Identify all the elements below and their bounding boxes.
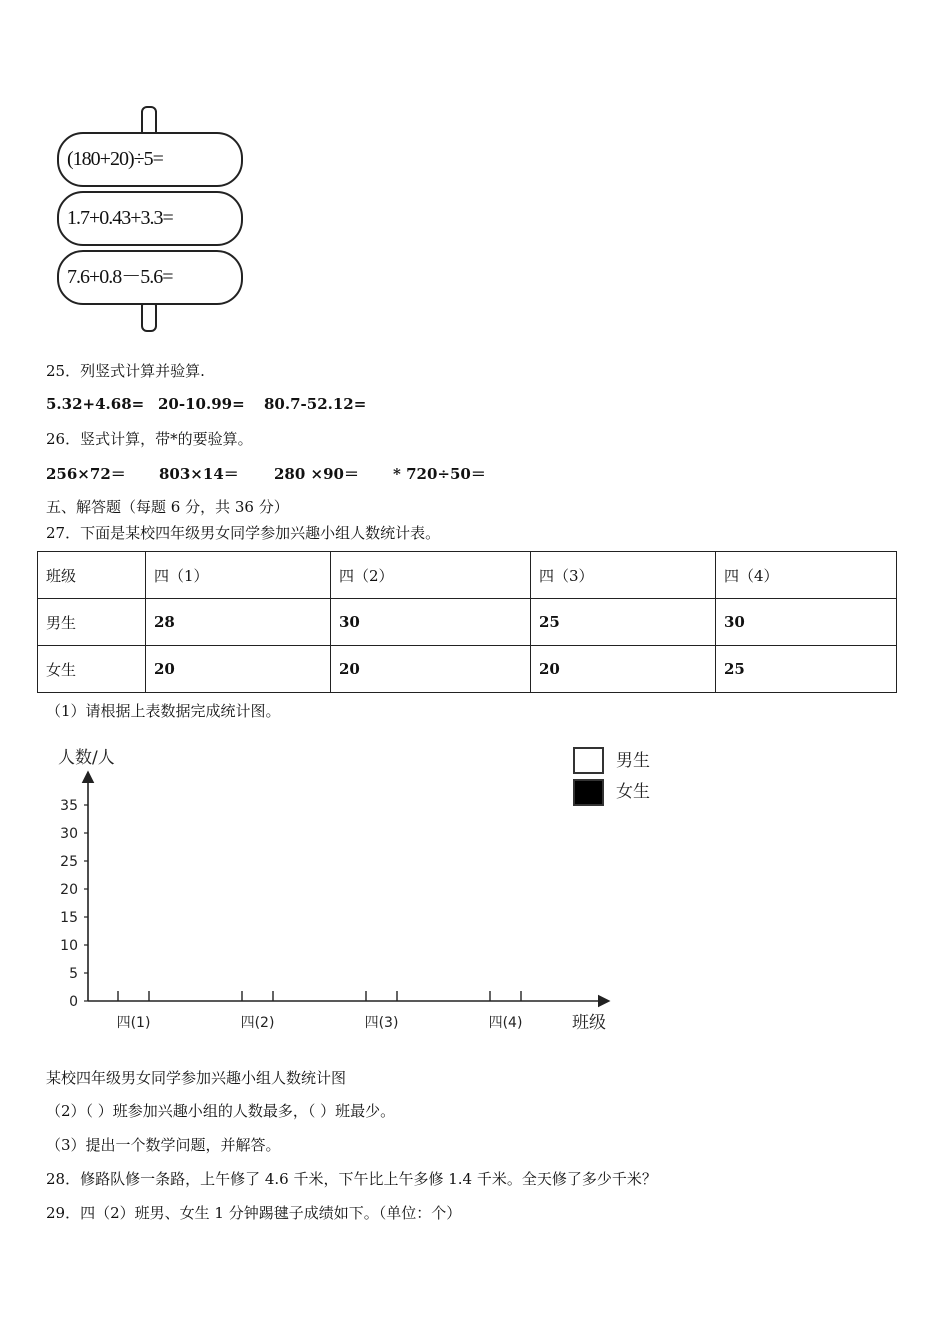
y-tick-label: 5	[69, 966, 78, 982]
y-tick-label: 20	[60, 882, 78, 898]
y-tick-label: 10	[60, 938, 78, 954]
y-tick-label: 0	[69, 994, 78, 1010]
bar-chart	[0, 735, 700, 1045]
table-cell: 25	[531, 599, 716, 646]
table-header-row	[38, 552, 897, 599]
table-cell: 20	[531, 646, 716, 693]
x-axis-label: 班级	[572, 1013, 606, 1033]
q25-item: 80.7-52.12=	[264, 395, 367, 413]
table-cell: 20	[146, 646, 331, 693]
y-tick-label: 25	[60, 854, 78, 870]
x-tick-label: 四(4)	[488, 1015, 523, 1031]
q27-title: 27．下面是某校四年级男女同学参加兴趣小组人数统计表。	[46, 524, 441, 542]
table-cell: 25	[716, 646, 897, 693]
q26-items	[46, 463, 526, 484]
table-cell: 28	[146, 599, 331, 646]
y-tick-label: 15	[60, 910, 78, 926]
q25-items	[46, 395, 367, 413]
stats-table	[37, 551, 897, 693]
x-tick-label: 四(3)	[364, 1015, 399, 1031]
q27-sub3: （3）提出一个数学问题，并解答。	[46, 1136, 281, 1154]
table-cell: 30	[331, 599, 531, 646]
legend-swatch-boys	[574, 748, 603, 773]
table-cell: 女生	[38, 646, 146, 693]
q26-title: 26．竖式计算，带*的要验算。	[46, 430, 253, 448]
table-row	[38, 599, 897, 646]
q26-item: 803×14＝	[159, 465, 239, 483]
table-header-cell: 四（2）	[331, 552, 531, 599]
x-tick-labels	[117, 1015, 523, 1031]
q26-item: 280 ×90＝	[274, 465, 359, 483]
q25-item: 5.32+4.68=	[46, 395, 145, 413]
q25-title: 25．列竖式计算并验算.	[46, 362, 205, 380]
table-cell: 20	[331, 646, 531, 693]
section-title: 五、解答题（每题 6 分，共 36 分）	[46, 498, 289, 516]
chart-caption: 某校四年级男女同学参加兴趣小组人数统计图	[46, 1069, 347, 1087]
kebab-expression: 1.7+0.43+3.3=	[57, 191, 243, 246]
y-tick-label: 35	[60, 798, 78, 814]
y-tick-label: 30	[60, 826, 78, 842]
q26-item: 256×72＝	[46, 465, 126, 483]
table-cell: 男生	[38, 599, 146, 646]
table-header-cell: 班级	[38, 552, 146, 599]
q27-sub2: （2）（ ）班参加兴趣小组的人数最多，（ ）班最少。	[46, 1102, 396, 1120]
q25-item: 20-10.99=	[158, 395, 245, 413]
table-cell: 30	[716, 599, 897, 646]
y-axis-label: 人数/人	[58, 748, 115, 768]
legend-label-boys: 男生	[616, 751, 650, 771]
kebab-expression: (180+20)÷5=	[57, 132, 243, 187]
kebab-expression: 7.6+0.8－5.6=	[57, 250, 243, 305]
table-header-cell: 四（1）	[146, 552, 331, 599]
legend-label-girls: 女生	[616, 782, 650, 802]
y-ticks	[60, 798, 88, 1010]
q27-sub1: （1）请根据上表数据完成统计图。	[46, 702, 281, 720]
q28-text: 28．修路队修一条路，上午修了 4.6 千米，下午比上午多修 1.4 千米。全天修了多少千米？	[46, 1170, 657, 1188]
x-tick-label: 四(1)	[116, 1015, 151, 1031]
x-tick-label: 四(2)	[240, 1015, 275, 1031]
legend-swatch-girls	[574, 780, 603, 805]
q29-text: 29．四（2）班男、女生 1 分钟踢毽子成绩如下。（单位：个）	[46, 1204, 462, 1222]
q26-item: * 720÷50＝	[393, 465, 486, 483]
x-ticks	[118, 991, 521, 1001]
table-header-cell: 四（3）	[531, 552, 716, 599]
table-row	[38, 646, 897, 693]
table-header-cell: 四（4）	[716, 552, 897, 599]
